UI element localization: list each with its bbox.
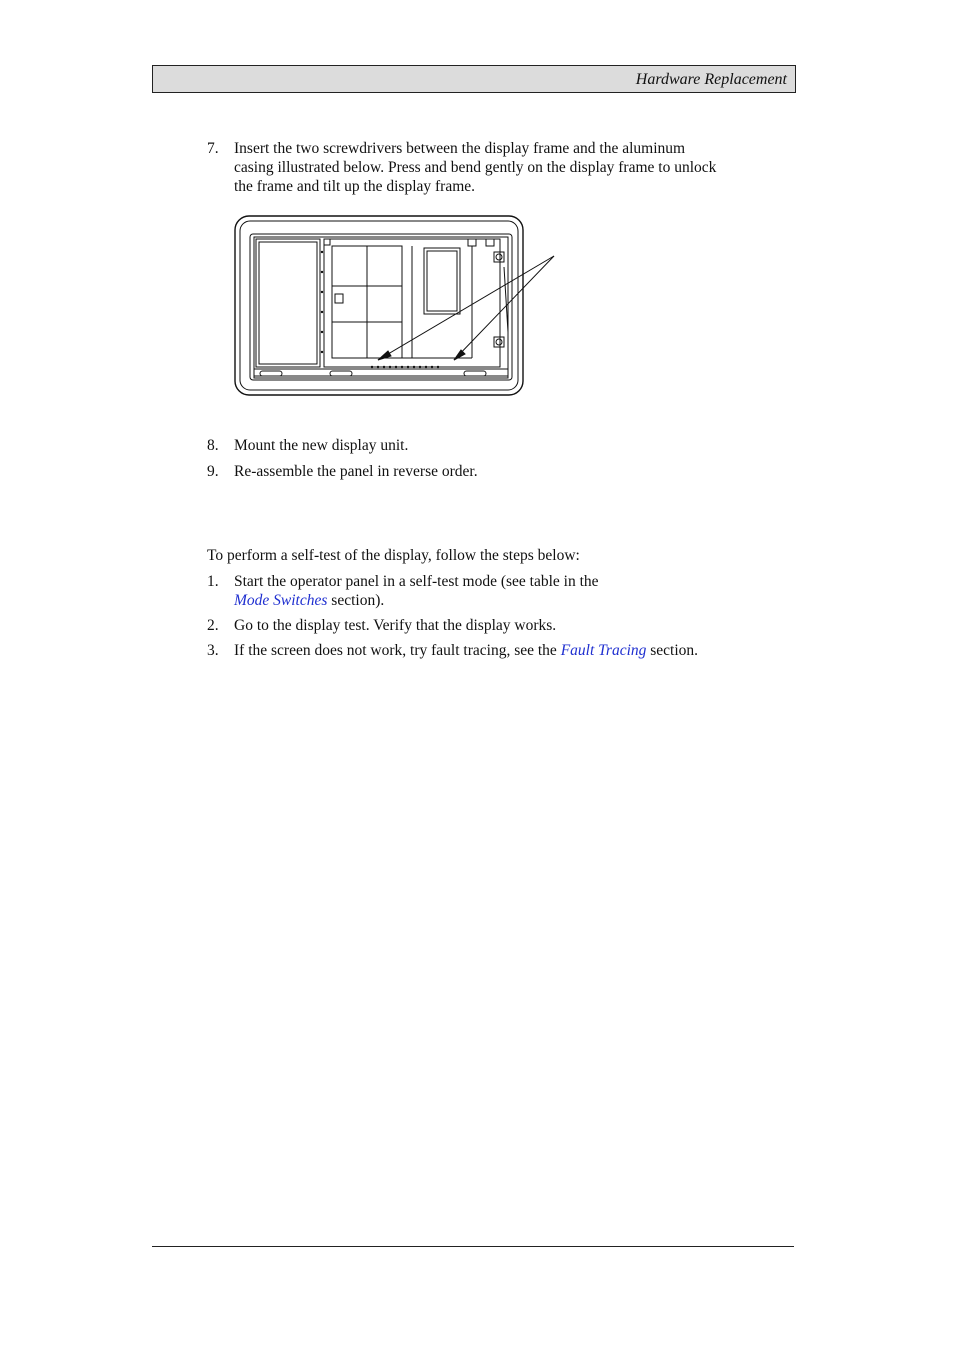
step-9-text: Re-assemble the panel in reverse order. (234, 463, 478, 480)
selftest-step-3-text (234, 641, 698, 660)
selftest-step-2-text: Go to the display test. Verify that the display works. (234, 617, 557, 634)
step-8-number: 8. (207, 437, 219, 454)
selftest-step-3-number: 3. (207, 642, 219, 659)
selftest-step-3-before: If the screen does not work, try fault tracing, see the (234, 642, 561, 659)
selftest-step-1-line-2 (234, 591, 384, 610)
step-8-text: Mount the new display unit. (234, 437, 409, 454)
selftest-step-1-line-1: Start the operator panel in a self-test mode (see table in the (234, 573, 599, 590)
fault-tracing-link[interactable]: Fault Tracing (560, 642, 647, 659)
mode-switches-link[interactable]: Mode Switches (234, 592, 328, 609)
page-header (152, 65, 796, 93)
step-7-number: 7. (207, 140, 219, 157)
selftest-step-3-after: section. (646, 642, 699, 659)
step-7-line-1: Insert the two screwdrivers between the display frame and the aluminum (234, 140, 686, 157)
selftest-intro: To perform a self-test of the display, follow the steps below: (207, 547, 580, 564)
selftest-step-1-number: 1. (207, 573, 219, 590)
step-7-line-2: casing illustrated below. Press and bend gently on the display frame to unlock (234, 159, 717, 176)
selftest-step-1-after: section). (327, 592, 385, 609)
step-7-line-3: the frame and tilt up the display frame. (234, 178, 476, 195)
step-9-number: 9. (207, 463, 219, 480)
selftest-step-2-number: 2. (207, 617, 219, 634)
display-frame-illustration (232, 212, 562, 398)
header-title: Hardware Replacement (635, 71, 787, 88)
footer-rule (152, 1246, 794, 1247)
